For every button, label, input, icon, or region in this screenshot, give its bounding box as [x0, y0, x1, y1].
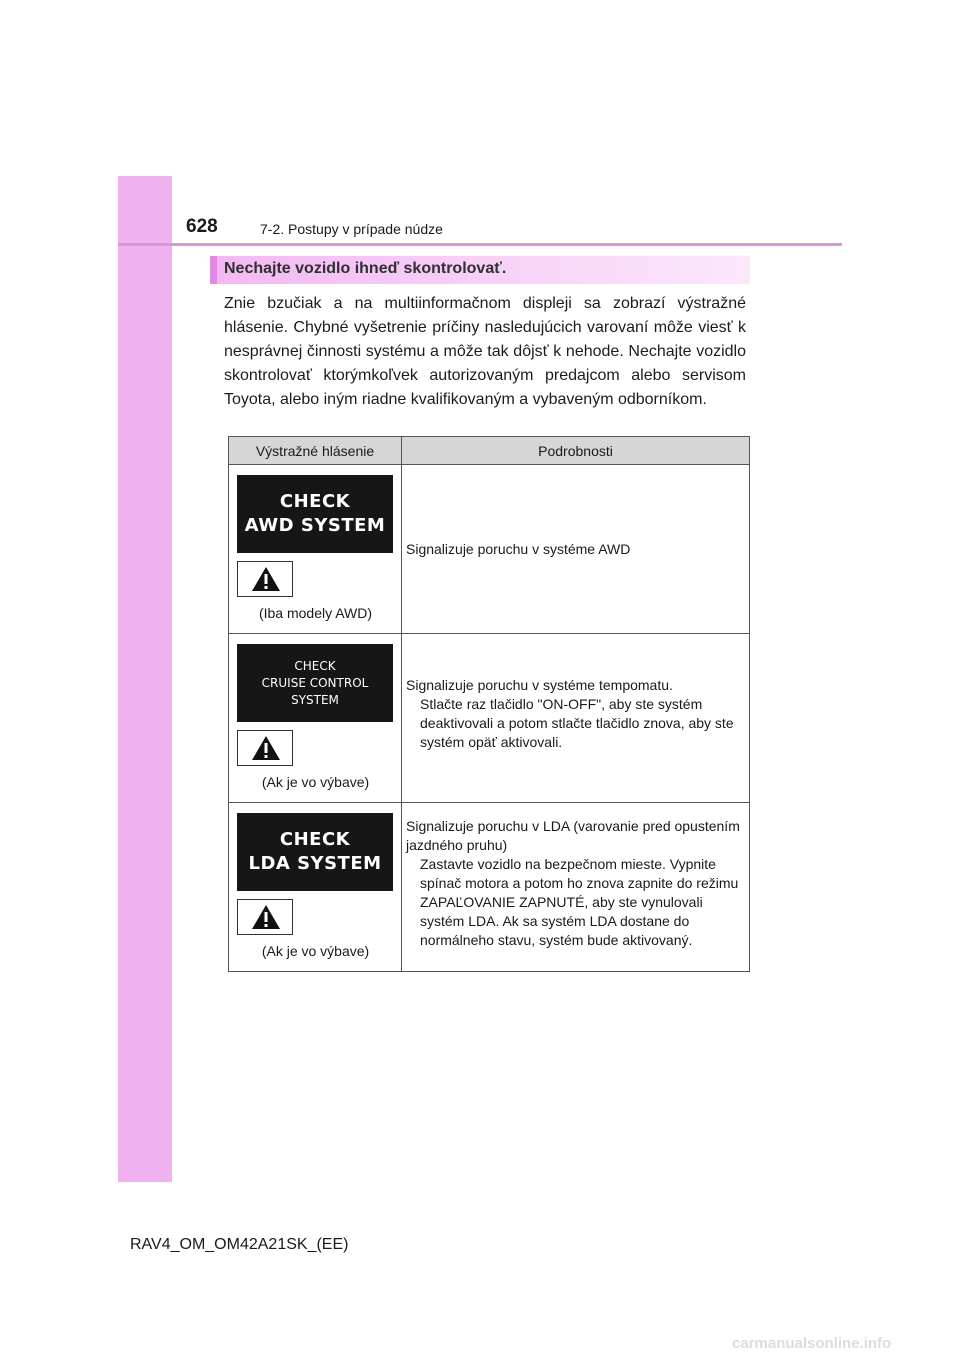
watermark: carmanualsonline.info: [732, 1335, 892, 1352]
details-cell: [402, 465, 750, 634]
banner-title: Nechajte vozidlo ihneď skontrolovať.: [224, 260, 507, 277]
row-caption: (Iba modely AWD): [258, 605, 373, 621]
warning-triangle-icon: [237, 730, 293, 766]
details-main: Signalizuje poruchu v systéme AWD: [406, 540, 631, 557]
table-row: [229, 803, 750, 972]
message-cell: [229, 634, 402, 803]
details-main: Signalizuje poruchu v LDA (varovanie pred opustením jazdného pruhu): [406, 818, 740, 853]
row-caption: (Ak je vo výbave): [261, 943, 370, 959]
details-sub: Zastavte vozidlo na bezpečnom mieste. Vypnite spínač motora a potom ho znova zapnite do režimu ZAPAĽOVANIE ZAPNUTÉ, aby ste vynulovali systém LDA. Ak sa systém LDA dostane do normálneho stavu, systém bude aktivovaný.: [420, 856, 739, 948]
subsection-banner: [210, 256, 750, 284]
header-rule: [118, 243, 842, 246]
side-tab-bar: [118, 176, 172, 1182]
message-cell: [229, 465, 402, 634]
column-header-message: Výstražné hlásenie: [229, 437, 402, 465]
display-text: CHECK LDA SYSTEM: [248, 829, 382, 874]
display-screen-lda: [237, 813, 393, 891]
intro-paragraph: Znie bzučiak a na multiinformačnom displeji sa zobrazí výstražné hlásenie. Chybné vyšetrenie príčiny nasledujúcich varovaní môže viesť k nesprávnej činnosti systému a môže tak dôjsť k nehode. Nechajte vozidlo skontrolovať ktorýmkoľvek autorizovaným predajcom alebo servisom Toyota, alebo iným riadne kvalifikovaným a vybaveným odborníkom.: [224, 295, 746, 408]
message-cell: [229, 803, 402, 972]
warning-triangle-icon: [237, 561, 293, 597]
table-row: [229, 634, 750, 803]
footer-doc-code: RAV4_OM_OM42A21SK_(EE): [130, 1236, 349, 1253]
details-cell: [402, 634, 750, 803]
table-header-row: [229, 437, 750, 465]
details-sub: Stlačte raz tlačidlo "ON-OFF", aby ste systém deaktivovali a potom stlačte tlačidlo znova, aby ste systém opäť aktivovali.: [420, 696, 734, 750]
warning-messages-table: [228, 436, 750, 972]
details-cell: [402, 803, 750, 972]
row-caption: (Ak je vo výbave): [261, 774, 370, 790]
table-row: [229, 465, 750, 634]
display-text: CHECK AWD SYSTEM: [244, 491, 386, 536]
display-text: CHECK CRUISE CONTROL SYSTEM: [261, 658, 369, 707]
details-main: Signalizuje poruchu v systéme tempomatu.: [406, 677, 673, 693]
section-title: 7-2. Postupy v prípade núdze: [260, 221, 443, 237]
page-number: 628: [186, 216, 218, 237]
display-screen-cruise: [237, 644, 393, 722]
column-header-details: Podrobnosti: [402, 437, 750, 465]
display-screen-awd: [237, 475, 393, 553]
warning-triangle-icon: [237, 899, 293, 935]
